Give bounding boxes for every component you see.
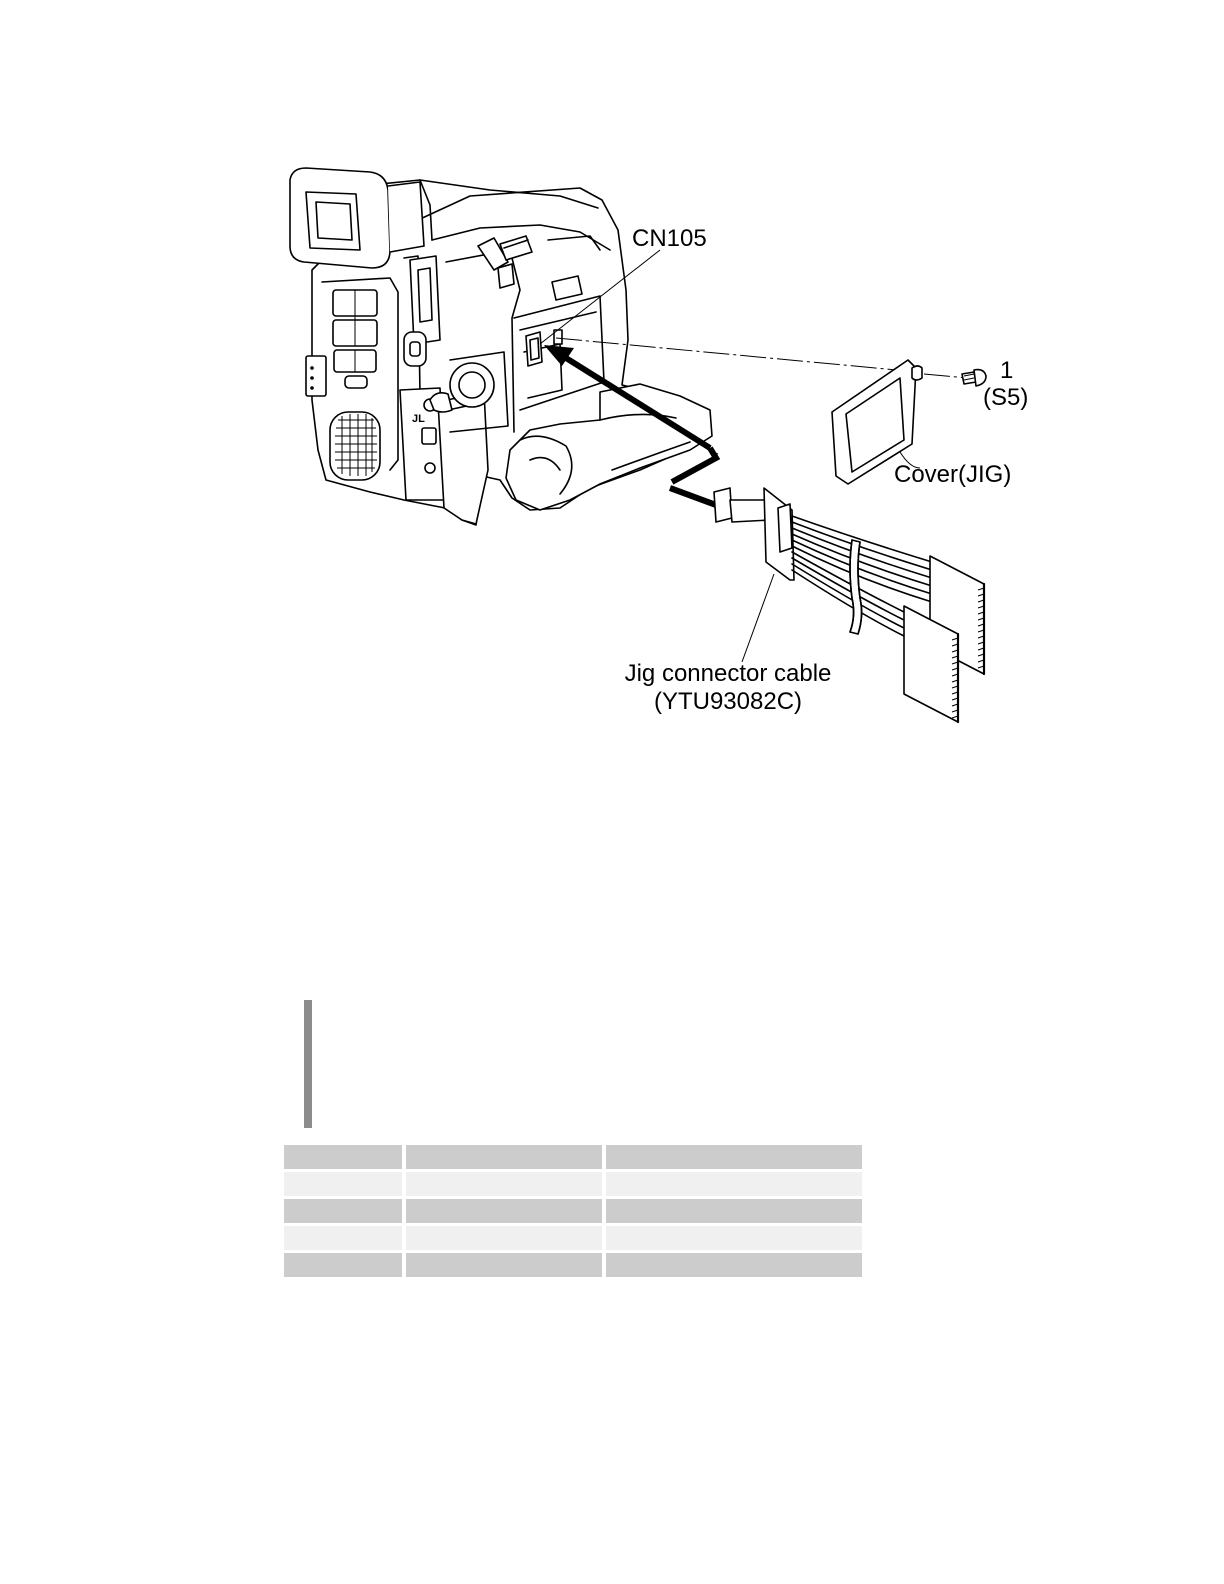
table-row xyxy=(284,1199,862,1226)
table-cell xyxy=(284,1172,406,1199)
table-row xyxy=(284,1145,862,1172)
table-cell xyxy=(606,1172,862,1199)
table-cell xyxy=(406,1145,606,1172)
table-cell xyxy=(606,1253,862,1280)
table-cell xyxy=(406,1253,606,1280)
table-cell xyxy=(284,1199,406,1226)
note-accent-bar xyxy=(304,1000,312,1128)
table-cell xyxy=(284,1145,406,1172)
cn105-socket xyxy=(526,332,542,366)
note-table xyxy=(284,1145,862,1280)
table-cell xyxy=(284,1226,406,1253)
table-cell xyxy=(606,1226,862,1253)
table-cell xyxy=(606,1199,862,1226)
table-cell xyxy=(406,1172,606,1199)
table-cell xyxy=(284,1253,406,1280)
cn105-label: CN105 xyxy=(632,225,707,252)
note-table-body xyxy=(284,1145,862,1280)
port-marking: JL xyxy=(412,413,425,425)
table-cell xyxy=(606,1145,862,1172)
cover-label: Cover(JIG) xyxy=(894,461,1012,488)
table-cell xyxy=(406,1226,606,1253)
screw-code-label: (S5) xyxy=(983,384,1029,411)
screw-number-label: 1 xyxy=(1000,357,1014,384)
table-row xyxy=(284,1226,862,1253)
table-row xyxy=(284,1172,862,1199)
cable-name-label: Jig connector cable xyxy=(624,660,832,687)
table-row xyxy=(284,1253,862,1280)
cable-part-label: (YTU93082C) xyxy=(653,688,803,715)
cable-leader xyxy=(742,574,774,662)
table-cell xyxy=(406,1199,606,1226)
